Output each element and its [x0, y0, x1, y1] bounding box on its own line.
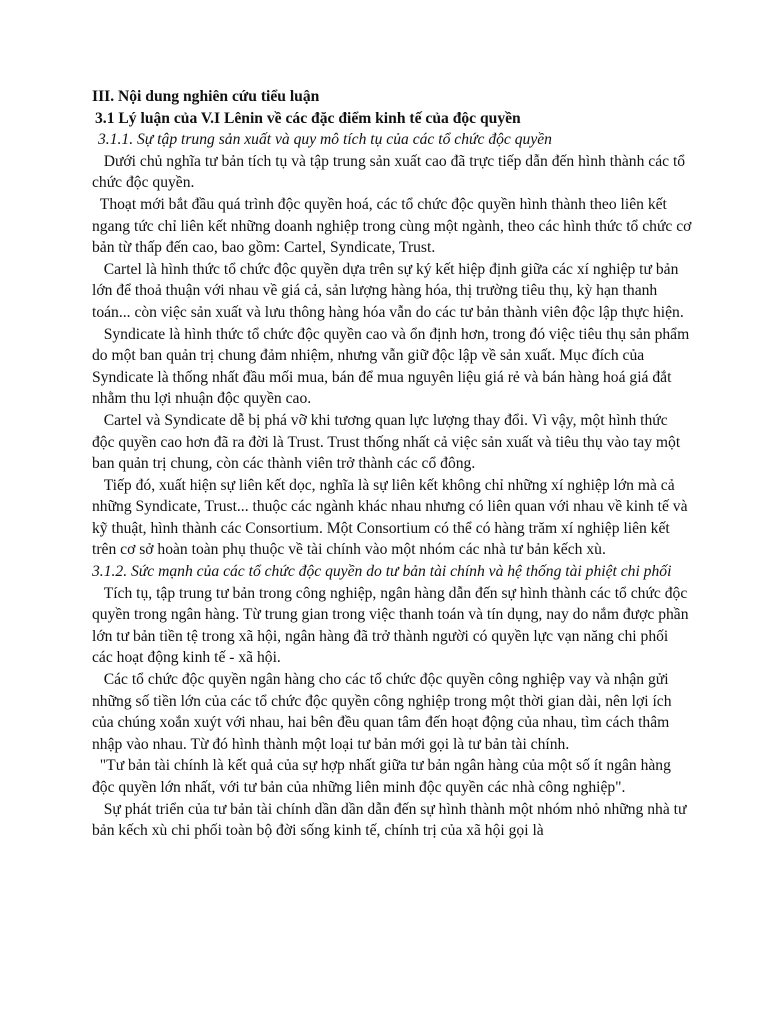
paragraph-8: Các tổ chức độc quyền ngân hàng cho các tổ chức độc quyền công nghiệp vay và nhận gửi những số tiền lớn của các tổ chức độc quyền công nghiệp trong một thời gian dài, nên lợi ích của chúng xoắn xuýt với nhau, hai bên đều quan tâm đến hoạt động của nhau, tìm cách thâm nhập vào nhau. Từ đó hình thành một loại tư bản mới gọi là tư bản tài chính. — [92, 671, 672, 753]
subsubsection-heading-2: 3.1.2. Sức mạnh của các tổ chức độc quyền do tư bản tài chính và hệ thống tài phiệt chi phối — [92, 563, 672, 581]
paragraph-6: Tiếp đó, xuất hiện sự liên kết dọc, nghĩa là sự liên kết không chỉ những xí nghiệp lớn mà cả những Syndicate, Trust... thuộc các ngành khác nhau nhưng có liên quan với nhau về kinh tế và kỹ thuật, hình thành các Consortium. Một Consortium có thể có hàng trăm xí nghiệp liên kết trên cơ sở hoàn toàn phụ thuộc về tài chính vào một nhóm các nhà tư bản kếch xù. — [92, 476, 688, 559]
paragraph-1: Dưới chủ nghĩa tư bản tích tụ và tập trung sản xuất cao đã trực tiếp dẫn đến hình thành các tổ chức độc quyền. — [92, 152, 686, 192]
paragraph-7: Tích tụ, tập trung tư bản trong công nghiệp, ngân hàng dẫn đến sự hình thành các tổ chức độc quyền trong ngân hàng. Từ trung gian trong việc thanh toán và tín dụng, nay do nắm được phần lớn tư bản tiền tệ trong xã hội, ngân hàng đã trở thành người có quyền lực vạn năng chi phối các hoạt động kinh tế - xã hội. — [92, 584, 689, 667]
subsubsection-heading-1: 3.1.1. Sự tập trung sản xuất và quy mô tích tụ của các tổ chức độc quyền — [98, 131, 552, 149]
quote-paragraph: "Tư bản tài chính là kết quả của sự hợp nhất giữa tư bản ngân hàng của một số ít ngân hàng độc quyền lớn nhất, với tư bản của những liên minh độc quyền các nhà công nghiệp". — [92, 757, 671, 796]
document-body — [92, 86, 692, 842]
subsection-heading: 3.1 Lý luận của V.I Lênin về các đặc điểm kinh tế của độc quyền — [95, 109, 521, 127]
section-heading: III. Nội dung nghiên cứu tiểu luận — [92, 88, 320, 105]
paragraph-2: Thoạt mới bắt đầu quá trình độc quyền hoá, các tổ chức độc quyền hình thành theo liên kết ngang tức chỉ liên kết những doanh nghiệp trong cùng một ngành, theo các hình thức tổ chức cơ bản từ thấp đến cao, bao gồm: Cartel, Syndicate, Trust. — [92, 195, 692, 257]
paragraph-4: Syndicate là hình thức tổ chức độc quyền cao và ổn định hơn, trong đó việc tiêu thụ sản phẩm do một ban quản trị chung đảm nhiệm, nhưng vẫn giữ độc lập về sản xuất. Mục đích của Syndicate là thống nhất đầu mối mua, bán để mua nguyên liệu giá rẻ và bán hàng hoá giá đắt nhằm thu lợi nhuận độc quyền cao. — [92, 325, 690, 408]
paragraph-3: Cartel là hình thức tổ chức độc quyền dựa trên sự ký kết hiệp định giữa các xí nghiệp tư bản lớn để thoả thuận với nhau về giá cả, sản lượng hàng hóa, thị trường tiêu thụ, kỳ hạn thanh toán... còn việc sản xuất và lưu thông hàng hóa vẫn do các tư bản thành viên độc lập thực hiện. — [92, 260, 684, 321]
paragraph-5: Cartel và Syndicate dễ bị phá vỡ khi tương quan lực lượng thay đổi. Vì vậy, một hình thức độc quyền cao hơn đã ra đời là Trust. Trust thống nhất cả việc sản xuất và tiêu thụ vào tay một ban quản trị chung, còn các thành viên trở thành các cổ đông. — [92, 411, 681, 473]
paragraph-10: Sự phát triển của tư bản tài chính dần dần dẫn đến sự hình thành một nhóm nhỏ những nhà tư bản kếch xù chi phối toàn bộ đời sống kinh tế, chính trị của xã hội gọi là — [92, 800, 687, 840]
